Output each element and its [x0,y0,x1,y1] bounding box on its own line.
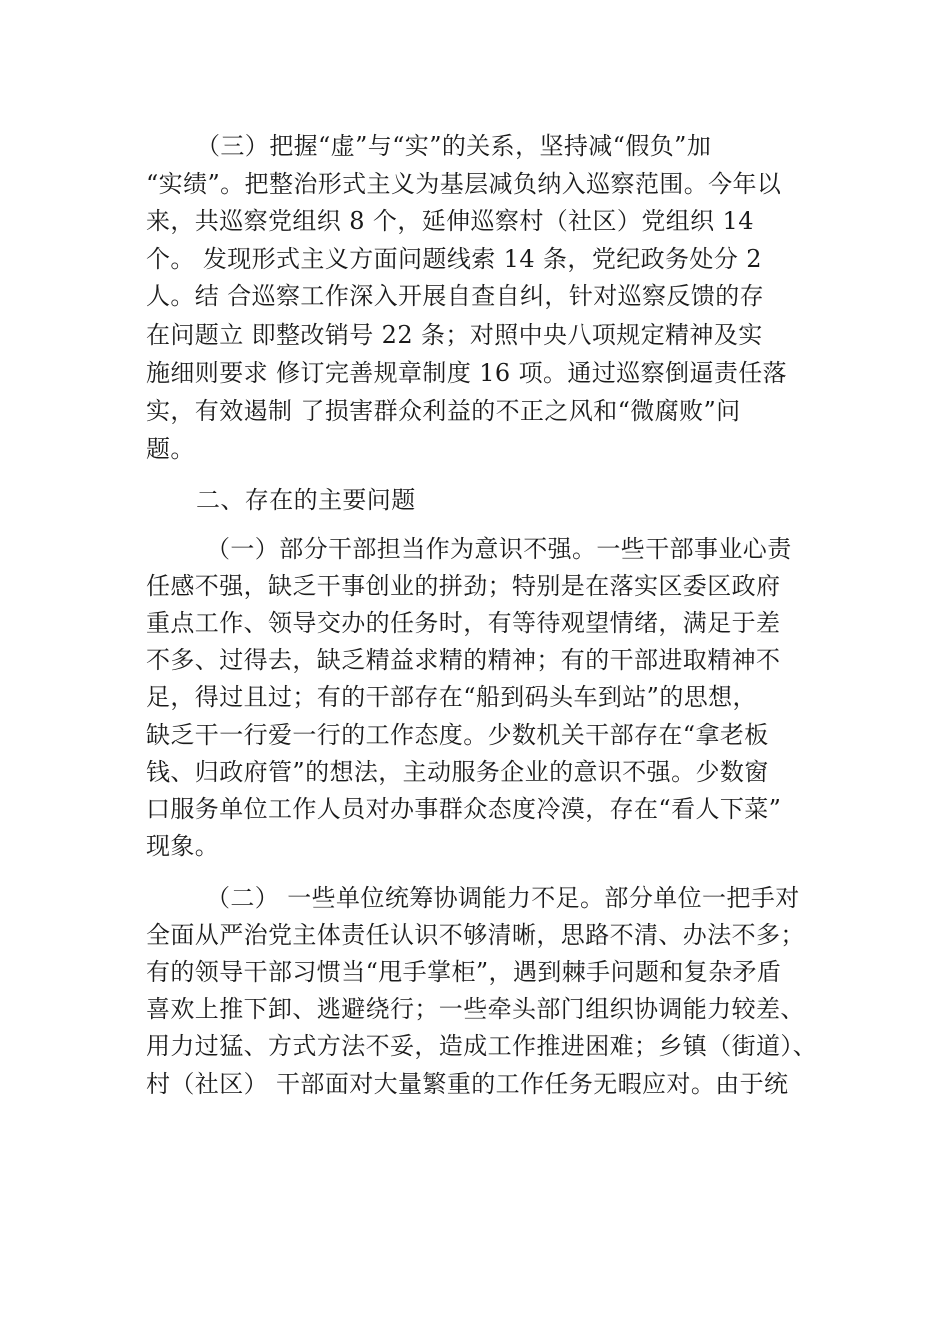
paragraph-line: 个。 发现形式主义方面问题线索 14 条，党纪政务处分 2 [146,245,762,273]
paragraph-line: 口服务单位工作人员对办事群众态度冷漠，存在“看人下菜” [146,795,782,823]
paragraph-line: 不多、过得去，缺乏精益求精的精神；有的干部进取精神不 [146,646,781,674]
paragraph-line: 重点工作、领导交办的任务时，有等待观望情绪，满足于差 [146,609,781,637]
section-heading: 二、存在的主要问题 [196,486,416,514]
paragraph-line: （二） 一些单位统筹协调能力不足。部分单位一把手对 [206,884,800,912]
paragraph-line: 缺乏干一行爱一行的工作态度。少数机关干部存在“拿老板 [146,721,769,749]
paragraph-line: 人。结 合巡察工作深入开展自查自纠，针对巡察反馈的存 [146,282,765,310]
paragraph-line: “实绩”。把整治形式主义为基层减负纳入巡察范围。今年以 [146,170,782,198]
paragraph-line: 题。 [146,435,195,463]
paragraph-line: 任感不强，缺乏干事创业的拼劲；特别是在落实区委区政府 [146,572,781,600]
paragraph-line: 钱、归政府管”的想法，主动服务企业的意识不强。少数窗 [146,758,769,786]
paragraph-line: 用力过猛、方式方法不妥，造成工作推进困难；乡镇（街道）、 [146,1032,818,1060]
paragraph-line: 足，得过且过；有的干部存在“船到码头车到站”的思想， [146,683,757,711]
paragraph-line: （一）部分干部担当作为意识不强。一些干部事业心责 [206,535,792,563]
paragraph-line: 全面从严治党主体责任认识不够清晰，思路不清、办法不多； [146,921,805,949]
paragraph-line: 有的领导干部习惯当“甩手掌柜”，遇到棘手问题和复杂矛盾 [146,958,782,986]
paragraph-line: 施细则要求 修订完善规章制度 16 项。通过巡察倒逼责任落 [146,359,788,387]
paragraph-line: 实，有效遏制 了损害群众利益的不正之风和“微腐败”问 [146,397,741,425]
paragraph-line: 村（社区） 干部面对大量繁重的工作任务无暇应对。由于统 [146,1070,789,1098]
paragraph-line: 在问题立 即整改销号 22 条；对照中央八项规定精神及实 [146,321,763,349]
paragraph-line: （三）把握“虚”与“实”的关系，坚持减“假负”加 [196,132,712,160]
paragraph-line: 现象。 [146,832,220,860]
paragraph-line: 喜欢上推下卸、逃避绕行；一些牵头部门组织协调能力较差、 [146,995,805,1023]
paragraph-line: 来，共巡察党组织 8 个，延伸巡察村（社区）党组织 14 [146,207,754,235]
